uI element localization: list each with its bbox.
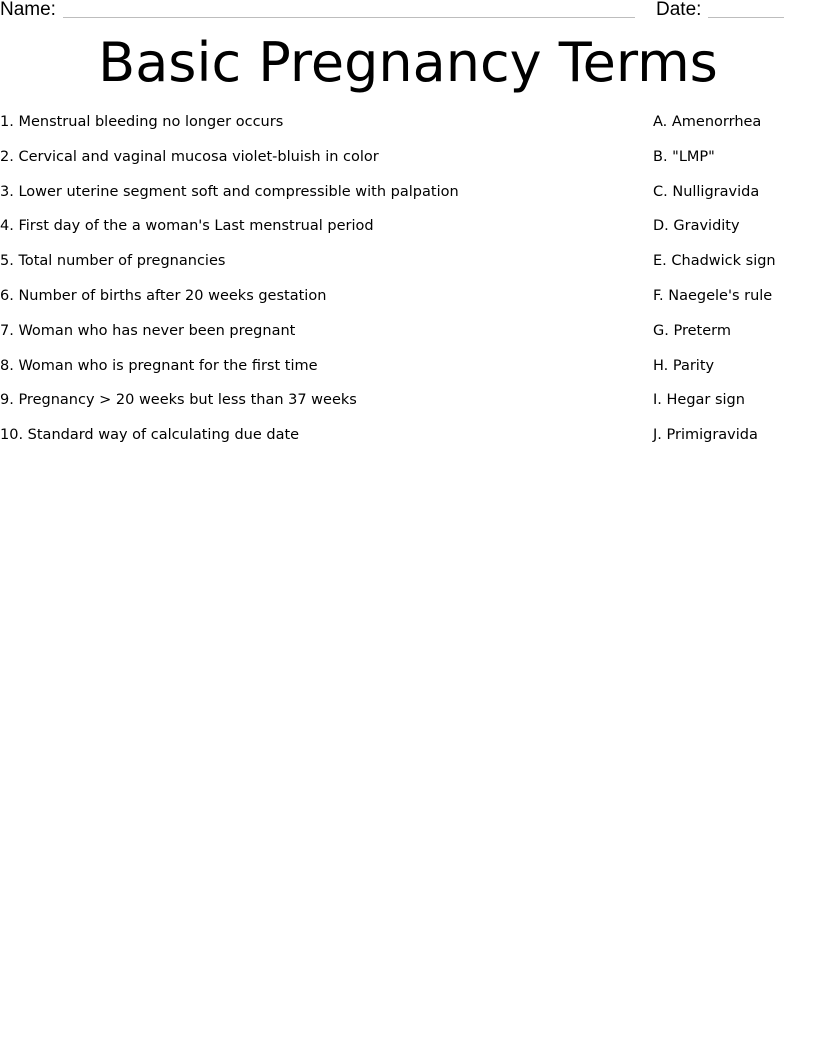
clue-item: 2. Cervical and vaginal mucosa violet-bluish in color	[0, 148, 379, 165]
clue-list	[0, 110, 640, 458]
answer-item: E. Chadwick sign	[653, 253, 776, 270]
answer-item: F. Naegele's rule	[653, 287, 773, 304]
answer-item: H. Parity	[653, 357, 715, 374]
name-field-line[interactable]	[63, 17, 635, 18]
clue-item: 8. Woman who is pregnant for the first time	[0, 357, 318, 374]
clue-item: 9. Pregnancy > 20 weeks but less than 37 weeks	[0, 392, 357, 409]
date-label: Date:	[656, 0, 702, 20]
clue-item: 6. Number of births after 20 weeks gestation	[0, 287, 327, 304]
clue-item: 7. Woman who has never been pregnant	[0, 322, 296, 339]
clue-item: 1. Menstrual bleeding no longer occurs	[0, 114, 284, 130]
answer-item: J. Primigravida	[653, 427, 758, 444]
answer-item: C. Nulligravida	[653, 183, 760, 200]
page-title: Basic Pregnancy Terms	[98, 31, 718, 94]
date-field-line[interactable]	[708, 17, 784, 18]
clue-item: 5. Total number of pregnancies	[0, 253, 226, 270]
answer-item: D. Gravidity	[653, 218, 740, 235]
answer-item: G. Preterm	[653, 322, 731, 339]
answer-item: B. "LMP"	[653, 148, 715, 165]
clue-item: 3. Lower uterine segment soft and compressible with palpation	[0, 183, 459, 200]
answer-item: I. Hegar sign	[653, 392, 745, 409]
clue-item: 4. First day of the a woman's Last menstrual period	[0, 218, 374, 235]
answer-list	[653, 110, 813, 458]
header-row	[0, 0, 816, 24]
clue-item: 10. Standard way of calculating due date	[0, 427, 300, 444]
answer-item: A. Amenorrhea	[653, 114, 762, 130]
name-label: Name:	[0, 0, 56, 20]
